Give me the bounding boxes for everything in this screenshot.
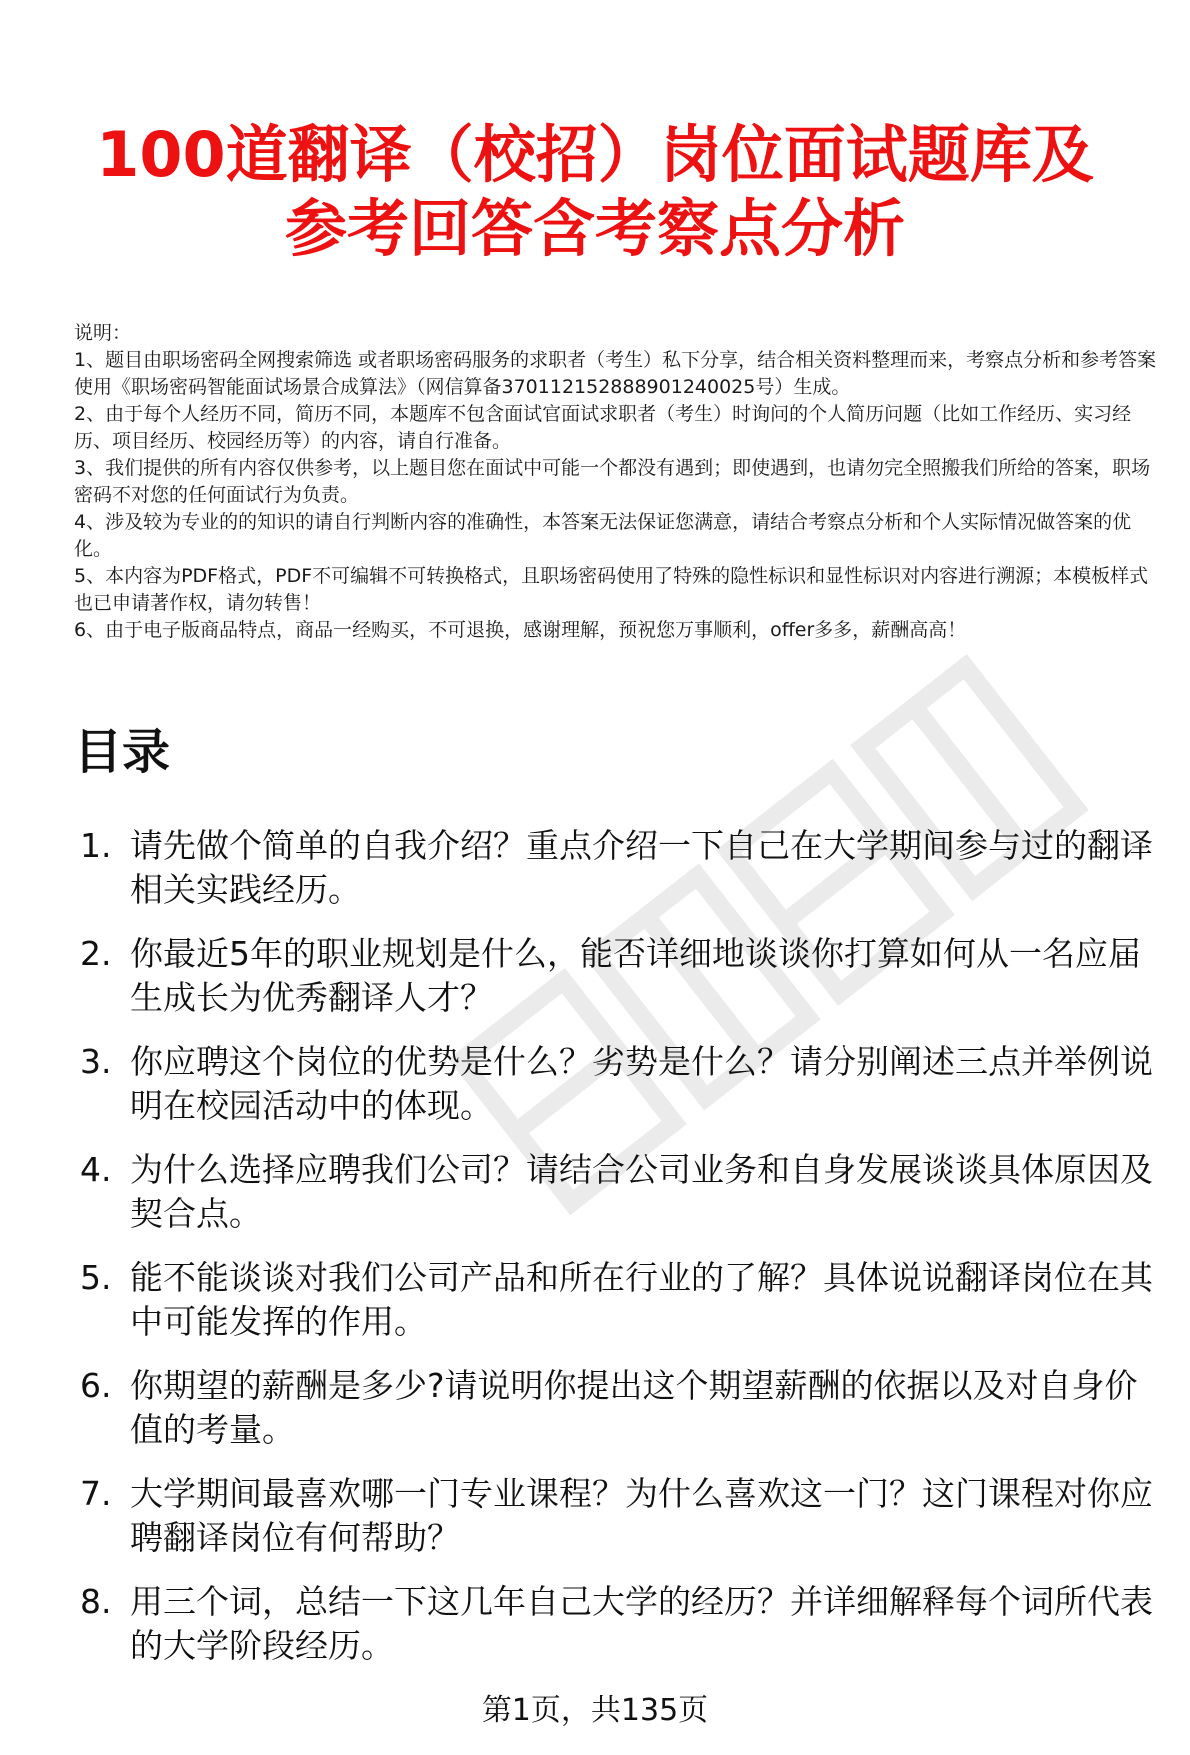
toc-item-text: 你最近5年的职业规划是什么，能否详细地谈谈你打算如何从一名应届生成长为优秀翻译人才？ — [130, 934, 1141, 1017]
toc-item-text: 能不能谈谈对我们公司产品和所在行业的了解？具体说说翻译岗位在其中可能发挥的作用。 — [130, 1258, 1153, 1341]
title-line-2: 参考回答含考察点分析 — [284, 192, 905, 265]
toc-item-number: 8. — [80, 1582, 112, 1621]
toc-item[interactable] — [74, 1364, 1164, 1452]
title-line-1: 100道翻译（校招）岗位面试题库及 — [96, 118, 1094, 191]
toc-item-text: 你应聘这个岗位的优势是什么？劣势是什么？请分别阐述三点并举例说明在校园活动中的体现。 — [130, 1042, 1153, 1125]
toc-heading: 目录 — [74, 724, 171, 780]
toc-item[interactable] — [74, 824, 1164, 912]
toc-item[interactable] — [74, 1148, 1164, 1236]
toc-item-number: 6. — [80, 1366, 112, 1405]
toc-item[interactable] — [74, 1472, 1164, 1560]
note-item: 4、涉及较为专业的的知识的请自行判断内容的准确性，本答案无法保证您满意，请结合考察点分析和个人实际情况做答案的优化。 — [74, 511, 1132, 560]
note-item: 6、由于电子版商品特点，商品一经购买，不可退换，感谢理解，预祝您万事顺利，offer多多，薪酬高高！ — [74, 619, 967, 641]
note-item: 3、我们提供的所有内容仅供参考，以上题目您在面试中可能一个都没有遇到；即使遇到，也请勿完全照搬我们所给的答案，职场密码不对您的任何面试行为负责。 — [74, 457, 1151, 506]
toc-item-number: 1. — [80, 826, 112, 865]
toc-item-number: 7. — [80, 1474, 112, 1513]
toc-item-number: 3. — [80, 1042, 112, 1081]
toc-item[interactable] — [74, 932, 1164, 1020]
toc-item-text: 为什么选择应聘我们公司？请结合公司业务和自身发展谈谈具体原因及契合点。 — [130, 1150, 1153, 1233]
toc-item-text: 你期望的薪酬是多少?请说明你提出这个期望薪酬的依据以及对自身价值的考量。 — [130, 1366, 1138, 1449]
note-item: 5、本内容为PDF格式，PDF不可编辑不可转换格式，且职场密码使用了特殊的隐性标识和显性标识对内容进行溯源；本模板样式也已申请著作权，请勿转售！ — [74, 565, 1149, 614]
toc-item-number: 5. — [80, 1258, 112, 1297]
toc-item[interactable] — [74, 1040, 1164, 1128]
toc-list — [74, 824, 1164, 1688]
note-item: 2、由于每个人经历不同，简历不同，本题库不包含面试官面试求职者（考生）时询问的个人简历问题（比如工作经历、实习经历、项目经历、校园经历等）的内容，请自行准备。 — [74, 403, 1132, 452]
note-item: 1、题目由职场密码全网搜索筛选 或者职场密码服务的求职者（考生）私下分享，结合相关资料整理而来，考察点分析和参考答案使用《职场密码智能面试场景合成算法》（网信算备370112152888901240025号）生成。 — [74, 349, 1157, 398]
toc-item-number: 4. — [80, 1150, 112, 1189]
toc-item-text: 请先做个简单的自我介绍？重点介绍一下自己在大学期间参与过的翻译相关实践经历。 — [130, 826, 1153, 909]
toc-item[interactable] — [74, 1580, 1164, 1668]
toc-item[interactable] — [74, 1256, 1164, 1344]
toc-item-number: 2. — [80, 934, 112, 973]
instructions-block — [74, 320, 1164, 644]
page-number: 第1页，共135页 — [481, 1693, 709, 1728]
toc-item-text: 大学期间最喜欢哪一门专业课程？为什么喜欢这一门？这门课程对你应聘翻译岗位有何帮助？ — [130, 1474, 1153, 1557]
document-title — [0, 118, 1190, 266]
notes-heading: 说明： — [74, 322, 132, 344]
toc-item-text: 用三个词，总结一下这几年自己大学的经历？并详细解释每个词所代表的大学阶段经历。 — [130, 1582, 1153, 1665]
